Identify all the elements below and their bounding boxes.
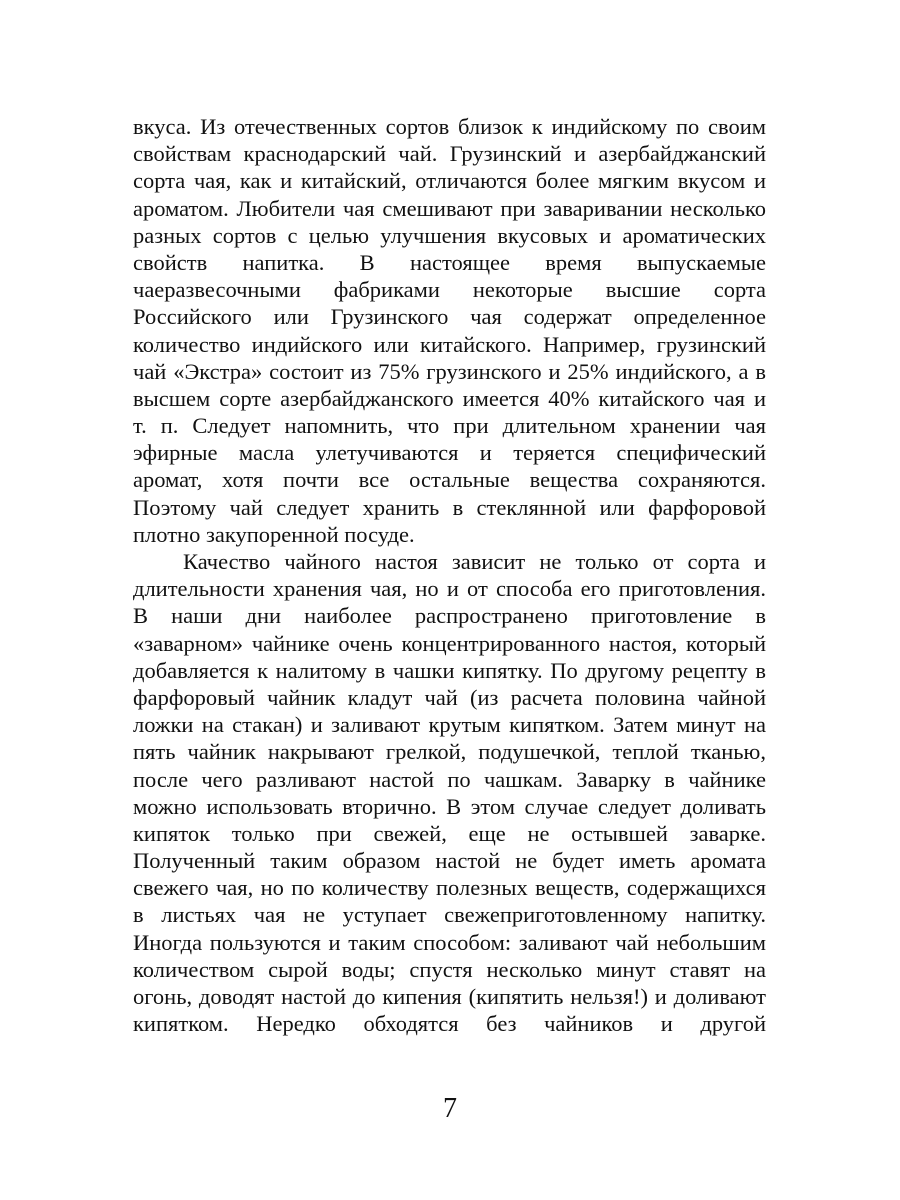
text-line: чаеразвесочными фабриками некоторые высшие сорта [133, 277, 766, 303]
page-number: 7 [443, 1093, 457, 1124]
text-line: Поэтому чай следует хранить в стеклянной или фарфоровой [133, 494, 766, 520]
text-line: свойствам краснодарский чай. Грузинский и азербайджанский [133, 141, 766, 167]
text-line: можно использовать вторично. В этом случае следует доливать [133, 793, 766, 819]
text-line: сорта чая, как и китайский, отличаются более мягким вкусом и [133, 168, 766, 194]
text-line: количество индийского или китайского. Например, грузинский [133, 331, 766, 357]
text-line: вкуса. Из отечественных сортов близок к индийскому по своим [133, 114, 766, 139]
text-line: в листьях чая не уступает свежеприготовленному напитку. [133, 902, 766, 928]
text-line: свежего чая, но по количеству полезных веществ, содержащихся [133, 875, 766, 901]
text-line: Полученный таким образом настой не будет иметь аромата [133, 848, 766, 874]
text-line: т. п. Следует напомнить, что при длительном хранении чая [133, 413, 766, 439]
text-line: фарфоровый чайник кладут чай (из расчета половина чайной [133, 684, 766, 710]
text-line: добавляется к налитому в чашки кипятку. По другому рецепту в [133, 657, 766, 683]
text-line: высшем сорте азербайджанского имеется 40% китайского чая и [133, 385, 766, 411]
text-line: чай «Экстра» состоит из 75% грузинского и 25% индийского, а в [133, 358, 766, 384]
text-line: кипятком. Нередко обходятся без чайников и другой [133, 1011, 766, 1037]
text-line: ложки на стакан) и заливают крутым кипятком. Затем минут на [133, 712, 766, 738]
text-line: плотно закупоренной посуде. [133, 521, 415, 547]
text-line: аромат, хотя почти все остальные вещества сохраняются. [133, 467, 766, 493]
text-line: Российского или Грузинского чая содержат определенное [133, 304, 766, 330]
text-line: Качество чайного настоя зависит не только от сорта и [183, 549, 766, 574]
text-line: разных сортов с целью улучшения вкусовых и ароматических [133, 222, 766, 248]
text-line: пять чайник накрывают грелкой, подушечкой, теплой тканью, [133, 739, 766, 765]
text-line: эфирные масла улетучиваются и теряется специфический [133, 440, 766, 466]
text-line: В наши дни наиболее распространено приготовление в [133, 603, 766, 629]
text-line: «заварном» чайнике очень концентрированного настоя, который [133, 630, 766, 656]
text-line: количеством сырой воды; спустя несколько минут ставят на [133, 956, 766, 982]
text-line: огонь, доводят настой до кипения (кипятить нельзя!) и доливают [133, 984, 766, 1009]
body-text [133, 113, 766, 1037]
text-line: Иногда пользуются и таким способом: заливают чай небольшим [133, 929, 766, 955]
text-line: ароматом. Любители чая смешивают при заваривании несколько [133, 195, 766, 221]
text-line: длительности хранения чая, но и от способа его приготовления. [133, 576, 766, 602]
text-line: кипяток только при свежей, еще не остывшей заварке. [133, 820, 766, 846]
text-line: после чего разливают настой по чашкам. Заварку в чайнике [133, 766, 766, 792]
text-line: свойств напитка. В настоящее время выпускаемые [133, 249, 766, 275]
